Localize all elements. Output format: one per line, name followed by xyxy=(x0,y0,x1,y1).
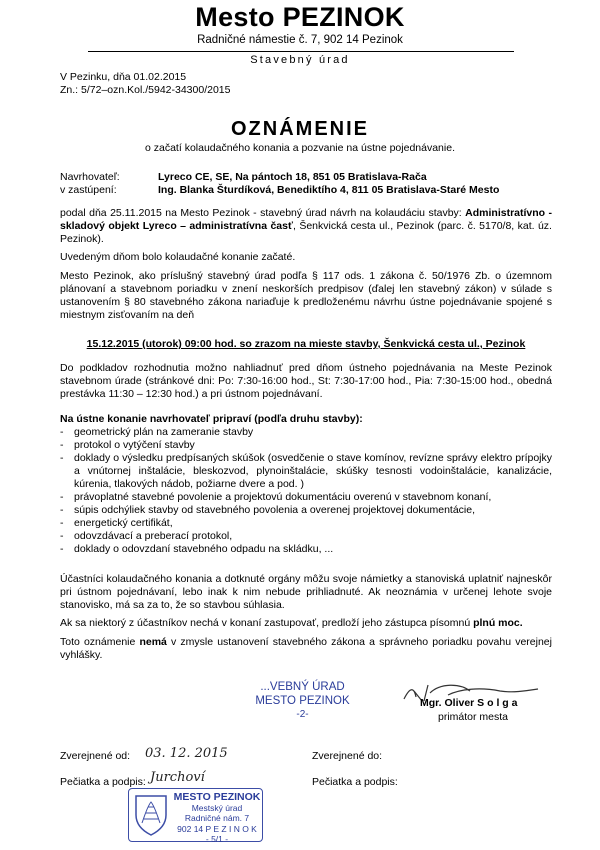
office-stamp-line1: ...VEBNÝ ÚRAD xyxy=(260,681,345,693)
city-stamp-line1: MESTO PEZINOK xyxy=(173,791,261,803)
list-item: - energetický certifikát, xyxy=(60,517,552,530)
office-stamp-line3: -2- xyxy=(296,709,309,720)
reference-number: Zn.: 5/72–ozn.Kol./5942-34300/2015 xyxy=(60,84,231,96)
paragraph-not-public-emph: nemá xyxy=(139,636,167,648)
paragraph-documents-end: pri ústnom pojednávaní. xyxy=(210,388,323,400)
building-name: Administratívno - skladový objekt Lyreco – administratívna časť xyxy=(60,207,553,232)
representative-label: v zastúpení: xyxy=(60,184,117,196)
representative-value: Ing. Blanka Šturdíková, Benediktího 4, 811 05 Bratislava-Staré Mesto xyxy=(158,184,500,196)
paragraph-objections: Účastníci kolaudačného konania a dotknuté orgány môžu svoje námietky a stanoviská uplatniť najneskôr pri ústnom pojednávaní, lebo inak k nim nebude prihliadnuté. Ak neoznámia v určenej lehote svoje stanovisko, má sa za to, že so stavbou súhlasia. xyxy=(60,573,552,611)
stamp-sign-label-right: Pečiatka a podpis: xyxy=(312,776,398,788)
paragraph-power-of-attorney xyxy=(60,617,552,630)
city-stamp xyxy=(128,788,263,842)
signature-handwriting xyxy=(400,681,401,682)
city-stamp-text xyxy=(173,792,261,845)
paragraph-poa-text: Ak sa niektorý z účastníkov nechá v konaní zastupovať, predloží jeho zástupca písomnú xyxy=(60,617,474,629)
stamp-sign-label-left: Pečiatka a podpis: xyxy=(60,776,146,788)
requirements-list xyxy=(60,426,552,556)
city-stamp-line4: 902 14 P E Z I N O K xyxy=(177,823,257,834)
paragraph-documents xyxy=(60,362,552,401)
signer-role: primátor mesta xyxy=(438,711,509,723)
document-title: Mesto PEZINOK xyxy=(195,2,405,32)
paragraph-application xyxy=(60,207,552,246)
list-item: - doklady o odovzdaní stavebného odpadu na skládku, ... xyxy=(60,543,552,556)
applicant-label: Navrhovateľ: xyxy=(60,171,120,183)
paragraph-not-public xyxy=(60,636,552,662)
city-stamp-line3: Radničné nám. 7 xyxy=(184,813,250,823)
city-stamp-line5: - 5/1 - xyxy=(205,834,229,844)
paragraph-application-text: podal dňa 25.11.2015 na Mesto Pezinok - stavebný úrad návrh na kolaudáciu stavby: xyxy=(60,207,466,219)
published-to-label: Zverejnené do: xyxy=(312,750,383,762)
city-stamp-line2: Mestský úrad xyxy=(191,802,243,813)
paragraph-application-location: , Šenkvická cesta ul., Pezinok (parc. č. 5170/8, kat. úz. Pezinok). xyxy=(60,220,552,245)
published-from-label: Zverejnené od: xyxy=(60,750,131,762)
power-of-attorney: plnú moc. xyxy=(473,617,523,629)
coat-of-arms-icon xyxy=(133,793,169,837)
paragraph-legal-basis: Mesto Pezinok, ako príslušný stavebný úrad podľa § 117 ods. 1 zákona č. 50/1976 Zb. o územnom plánovaní a stavebnom poriadku v znení neskorších predpisov (ďalej len stavebný zákon) v súlade s ustanovením § 80 stavebného zákona nariaďuje k predloženému návrhu ústne pojednávanie spojené s miestnym zisťovaním na deň xyxy=(60,270,552,321)
office-address: Radničné námestie č. 7, 902 14 Pezinok xyxy=(197,34,403,46)
notice-subtitle: o začatí kolaudačného konania a pozvanie na ústne pojednávanie. xyxy=(145,142,455,154)
header-divider xyxy=(88,51,514,52)
paragraph-documents-text: Do podkladov rozhodnutia možno nahliadnuť pred dňom ústneho pojednávania na Meste Pezinok stavebnom úrade (stránkové dni: Po: 7:30-16:00 hod., St: 7:30-17:00 hod., Pia: 7:30-15:00 hod., obedná prestávka 11:30 – 12:30 hod.) a xyxy=(60,362,552,400)
office-stamp-line2: MESTO PEZINOK xyxy=(255,695,350,707)
list-heading: Na ústne konanie navrhovateľ pripraví (podľa druhu stavby): xyxy=(60,413,363,425)
published-from-value: 03. 12. 2015 xyxy=(145,746,228,761)
paragraph-not-public-c: v zmysle ustanovení stavebného zákona a správneho poriadku povahu verejnej vyhlášky. xyxy=(60,636,552,661)
notice-title: OZNÁMENIE xyxy=(231,118,369,140)
list-item: - doklady o výsledku predpísaných skúšok (osvedčenie o stave komínov, revízne správy elektro prípojky a vnútornej inštalácie, bleskozvod, plynoinštalácie, skúšky tesnosti vodoinštalácie, kanalizácie, kúrenia, tlakových nádob, požiarne dvere a pod. ) xyxy=(60,452,552,491)
list-item: - súpis odchýliek stavby od stavebného povolenia a overenej projektovej dokumentácie, xyxy=(60,504,552,517)
office-name: Stavebný úrad xyxy=(250,54,350,66)
list-item: - odovzdávací a preberací protokol, xyxy=(60,530,552,543)
list-item: - právoplatné stavebné povolenie a projektovú dokumentáciu overenú v stavebnom konaní, xyxy=(60,491,552,504)
paragraph-started: Uvedeným dňom bolo kolaudačné konanie začaté. xyxy=(60,251,296,263)
applicant-value: Lyreco CE, SE, Na pántoch 18, 851 05 Bratislava-Rača xyxy=(158,171,427,183)
paragraph-not-public-a: Toto oznámenie xyxy=(60,636,140,648)
signer-name: Mgr. Oliver S o l g a xyxy=(420,697,518,709)
hearing-date: 15.12.2015 (utorok) 09:00 hod. so zrazom na mieste stavby, Šenkvická cesta ul., Pezinok xyxy=(86,338,526,350)
office-stamp xyxy=(240,680,365,722)
place-date: V Pezinku, dňa 01.02.2015 xyxy=(60,71,187,83)
list-item: - protokol o vytýčení stavby xyxy=(60,439,552,452)
list-item: - geometrický plán na zameranie stavby xyxy=(60,426,552,439)
signature-left: Jurchoví xyxy=(150,770,205,785)
